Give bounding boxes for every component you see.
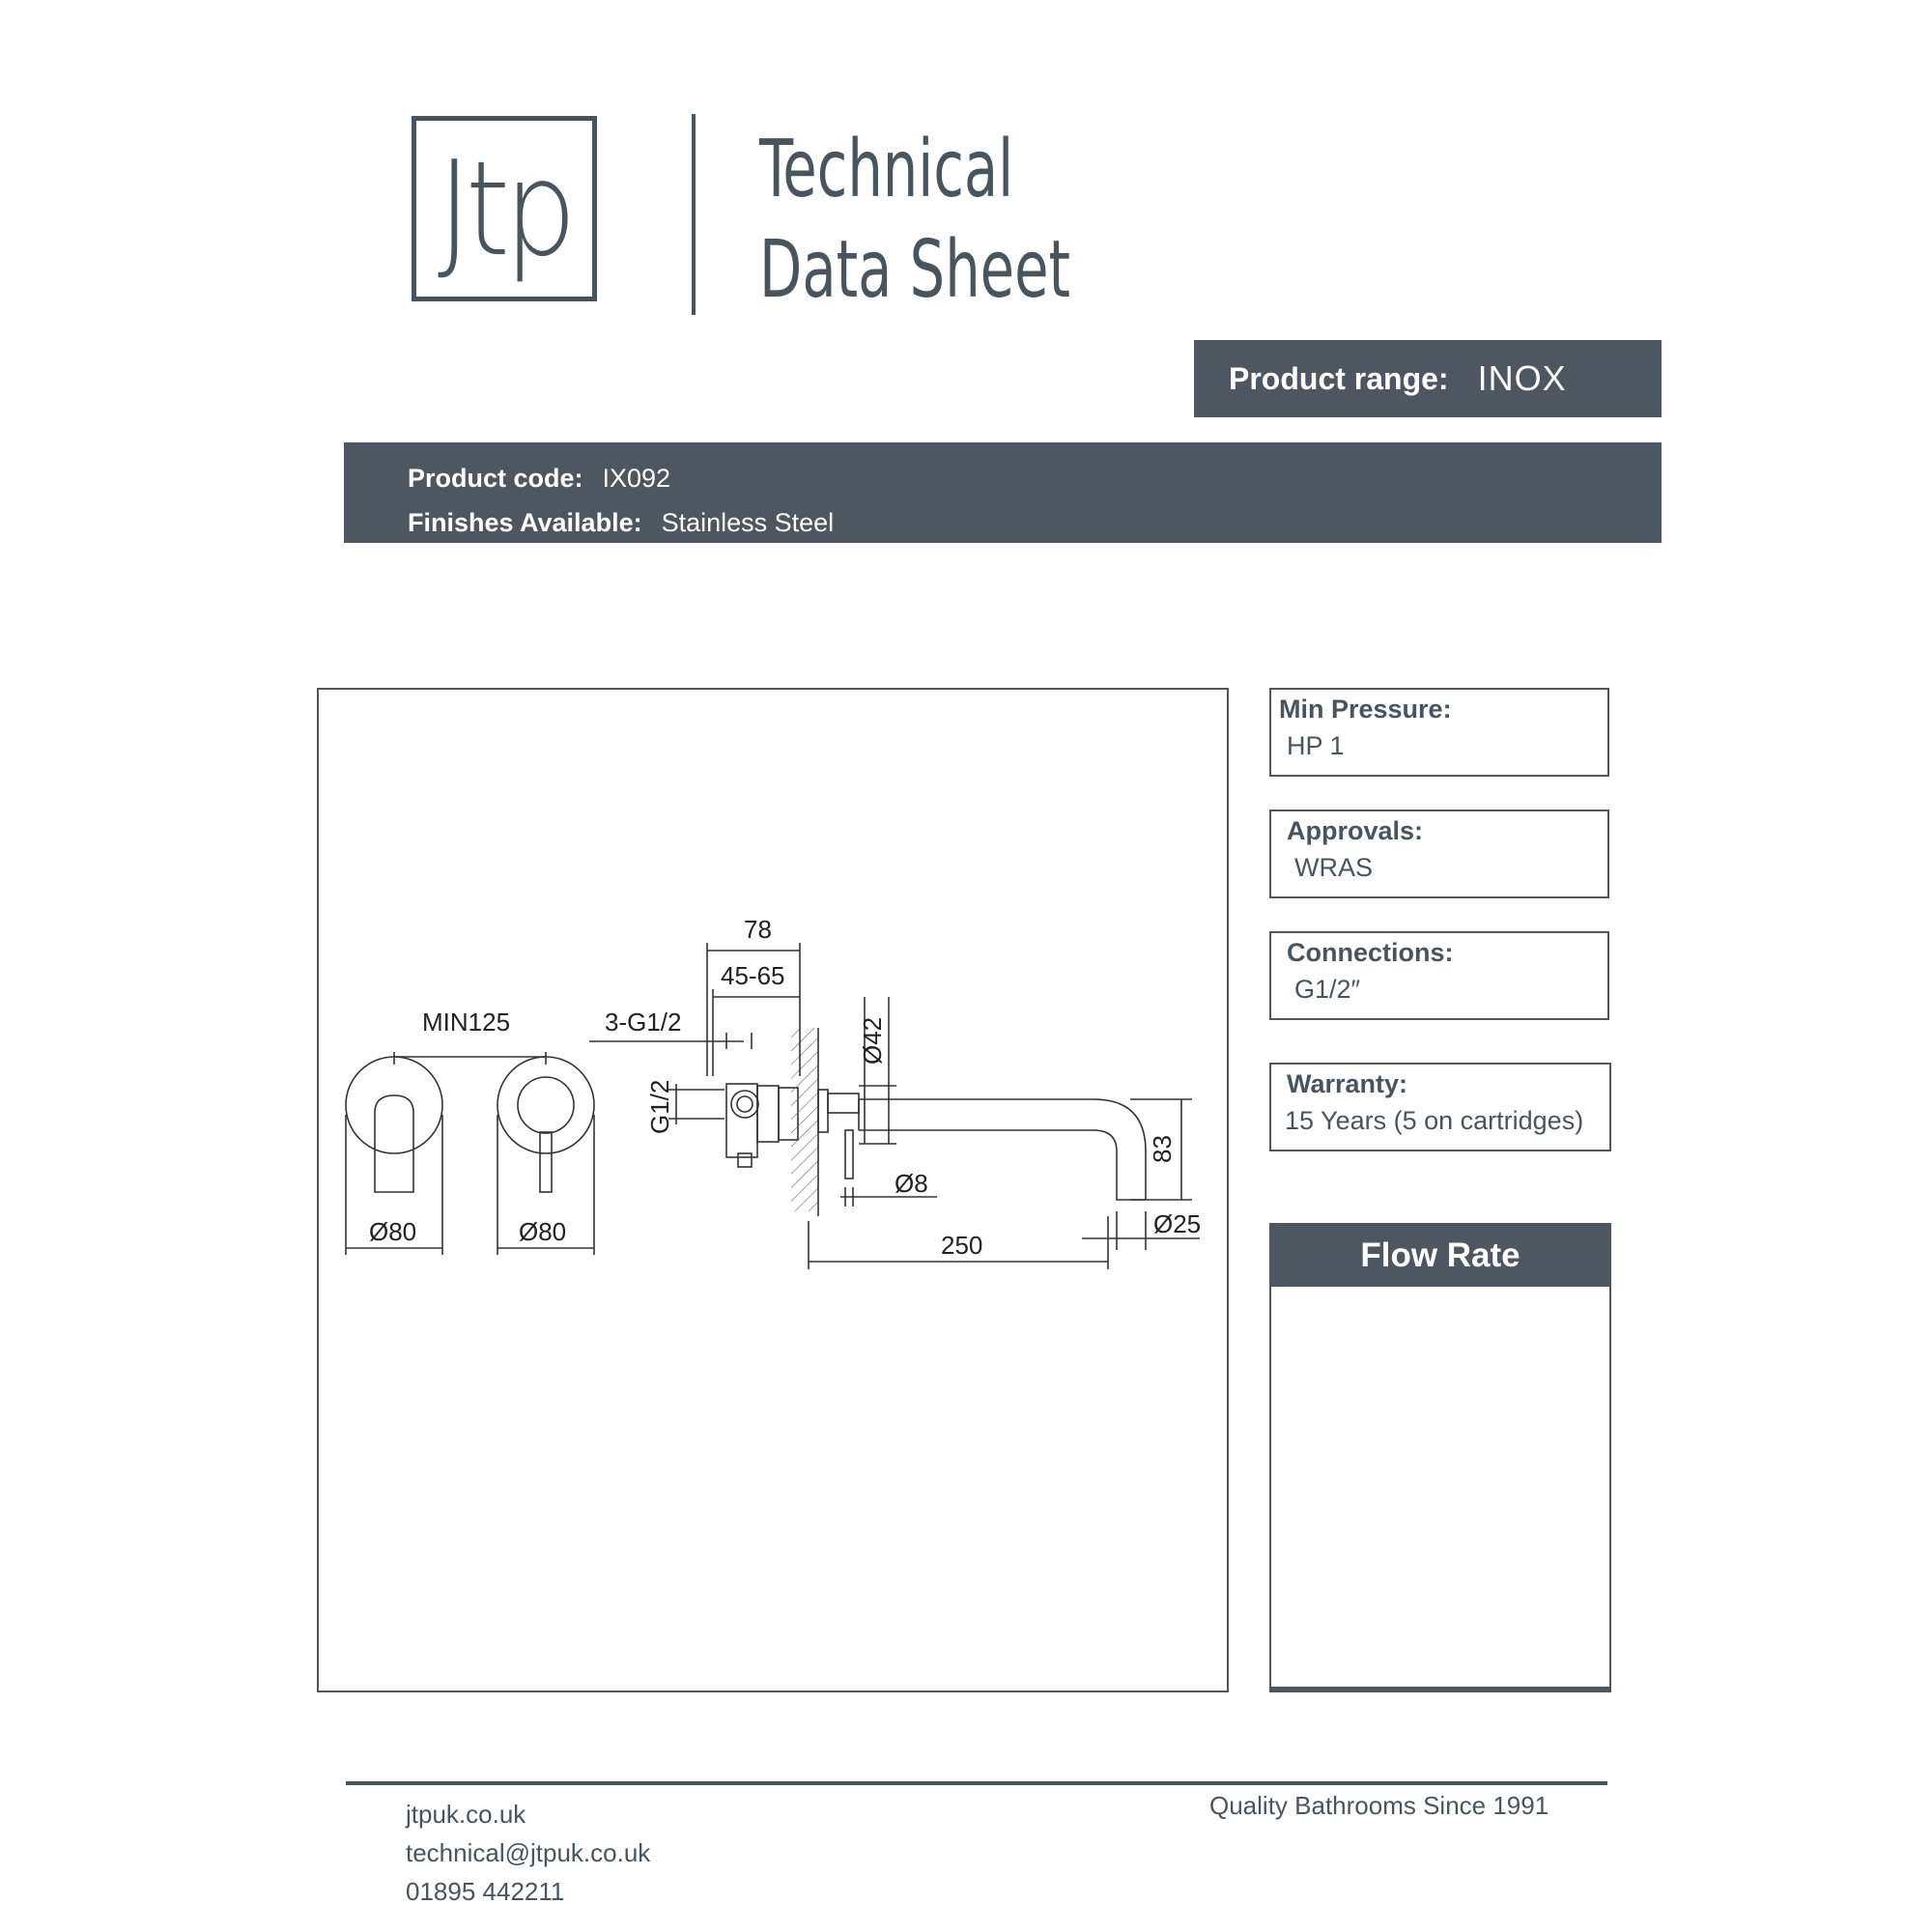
page-title [759,120,1070,321]
dim-d42: Ø42 [858,1016,887,1065]
dim-250: 250 [941,1231,983,1260]
flow-rate-box [1269,1223,1611,1692]
product-range-label: Product range: [1229,360,1449,396]
product-info-bar [344,442,1662,543]
brand-logo: Jtp [438,131,571,286]
footer-divider [346,1781,1607,1785]
dim-g12: G1/2 [645,1079,674,1134]
footer-contact [406,1795,650,1911]
connections-label: Connections: [1287,938,1454,967]
product-code-value: IX092 [602,464,671,493]
approvals-value: WRAS [1294,853,1373,882]
body-flange [757,1086,779,1142]
title-line-1: Technical [759,124,1014,215]
left-handle-plate [346,1057,442,1153]
title-line-2: Data Sheet [759,224,1071,316]
footer-email[interactable]: technical@jtpuk.co.uk [406,1838,651,1867]
warranty-label: Warranty: [1287,1069,1408,1098]
product-code-row [408,456,1662,500]
product-range-value: INOX [1477,358,1567,398]
warranty-value: 15 Years (5 on cartridges) [1285,1106,1584,1135]
dim-83: 83 [1148,1135,1177,1163]
connections-box [1269,931,1609,1020]
wall-section [791,1028,818,1211]
dim-d80-left: Ø80 [369,1217,417,1246]
product-range-bar [1194,340,1662,417]
finish-value: Stainless Steel [661,508,835,537]
min-pressure-label: Min Pressure: [1279,695,1452,724]
product-code-label: Product code: [408,464,583,493]
spout-lever [845,1130,853,1179]
min-pressure-box [1269,688,1609,777]
finish-row [408,500,1662,545]
approvals-box [1269,810,1609,898]
valve-body [726,1084,757,1157]
finish-label: Finishes Available: [408,508,642,537]
footer-tagline: Quality Bathrooms Since 1991 [1209,1791,1549,1820]
footer-phone: 01895 442211 [406,1877,565,1906]
warranty-box [1269,1063,1611,1151]
left-handle-lever [375,1095,413,1192]
approvals-label: Approvals: [1287,816,1424,845]
right-spout-plate [497,1057,594,1153]
dim-d80-right: Ø80 [519,1217,567,1246]
connections-value: G1/2″ [1294,975,1361,1004]
header-divider [692,114,696,315]
dim-d8: Ø8 [895,1169,928,1198]
footer-website[interactable]: jtpuk.co.uk [406,1800,526,1829]
dim-45-65: 45-65 [721,961,785,990]
technical-drawing [319,690,1231,1694]
dim-78: 78 [744,915,772,944]
dim-3-g12: 3-G1/2 [605,1008,682,1037]
dim-d25: Ø25 [1153,1209,1202,1238]
valve-port [731,1091,758,1118]
technical-drawing-frame [317,688,1229,1692]
flow-rate-title: Flow Rate [1271,1225,1609,1287]
right-spout-stem [540,1132,552,1192]
min-pressure-value: HP 1 [1287,731,1345,760]
right-spout-inner [518,1077,574,1133]
dim-min125: MIN125 [422,1008,511,1037]
